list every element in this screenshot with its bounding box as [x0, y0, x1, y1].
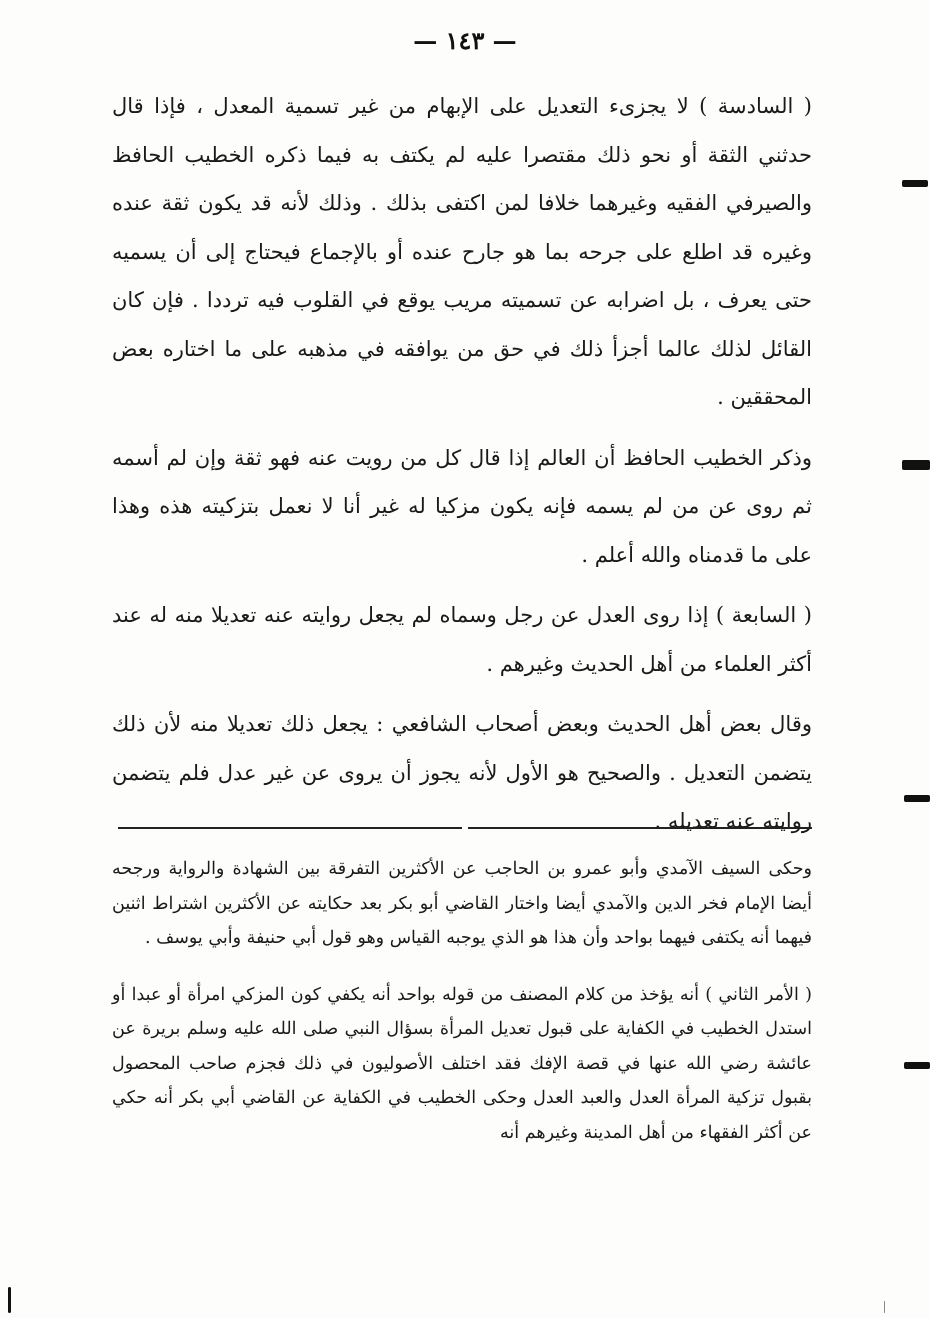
paragraph-seventh: ( السابعة ) إذا روى العدل عن رجل وسماه لم يجعل روايته عنه تعديلا منه له عند أكثر العلماء من أهل الحديث وغيرهم . [112, 603, 812, 676]
paragraph-khatib-note: وذكر الخطيب الحافظ أن العالم إذا قال كل من رويت عنه فهو ثقة وإن لم أسمه ثم روى عن من لم يسمه فإنه يكون مزكيا له غير أنا لا نعمل بتزكيته هذه وهذا على ما قدمناه والله أعلم . [112, 445, 812, 567]
page-number: — ١٤٣ — [413, 26, 517, 55]
main-text [112, 82, 812, 858]
paragraph-sixth: ( السادسة ) لا يجزىء التعديل على الإبهام من غير تسمية المعدل ، فإذا قال حدثني الثقة أو نحو ذلك مقتصرا عليه لم يكتف به فيما ذكره الخطيب الحافظ والصيرفي الفقيه وغيرهما خلافا لمن اكتفى بذلك . وذلك لأنه قد يكون ثقة عنده وغيره قد اطلع على جرحه بما هو جارح عنده أو بالإجماع فيحتاج إلى أن يسميه حتى يعرف ، بل اضرابه عن تسميته مريب يوقع في القلوب فيه ترددا . فإن كان القائل لذلك عالما أجزأ ذلك في حق من يوافقه في مذهبه على ما اختاره بعض المحققين . [112, 94, 812, 409]
scan-edge-mark [902, 460, 930, 470]
footnote-paragraph-2: ( الأمر الثاني ) أنه يؤخذ من كلام المصنف من قوله بواحد أنه يكفي كون المزكي امرأة أو عبدا أو استدل الخطيب في الكفاية على قبول تعديل المرأة بسؤال النبي صلى الله عليه وسلم بريرة عن عائشة رضي الله عنها في قصة الإفك فقد اختلف الأصوليون في ذلك فجزم صاحب المحصول بقبول تزكية المرأة العدل والعبد العدل وحكى الخطيب في الكفاية عن القاضي أبي بكر أنه حكي عن أكثر الفقهاء من أهل المدينة وغيرهم أنه [112, 984, 812, 1143]
scan-edge-mark [884, 1301, 885, 1313]
separator-right-segment [468, 827, 812, 829]
scan-edge-mark [8, 1287, 11, 1313]
scan-edge-mark [904, 795, 930, 802]
scan-edge-mark [904, 1062, 930, 1069]
separator-left-segment [118, 827, 462, 829]
footnotes [112, 852, 812, 1166]
scan-edge-mark [902, 180, 928, 187]
paragraph-shafii-view: وقال بعض أهل الحديث وبعض أصحاب الشافعي : يجعل ذلك تعديلا منه لأن ذلك يتضمن التعديل . والصحيح هو الأول لأنه يجوز أن يروى عن غير عدل فلم يتضمن روايته عنه تعديله . [112, 712, 812, 833]
footnote-paragraph-1: وحكى السيف الآمدي وأبو عمرو بن الحاجب عن الأكثرين التفرقة بين الشهادة والرواية ورجحه أيضا الإمام فخر الدين والآمدي أيضا واختار القاضي أبو بكر بعد حكايته عن الأكثرين اشتراط اثنين فيهما أنه يكتفى فيهما بواحد وأن هذا هو الذي يوجبه القياس وهو قول أبي حنيفة وأبي يوسف . [112, 859, 812, 948]
